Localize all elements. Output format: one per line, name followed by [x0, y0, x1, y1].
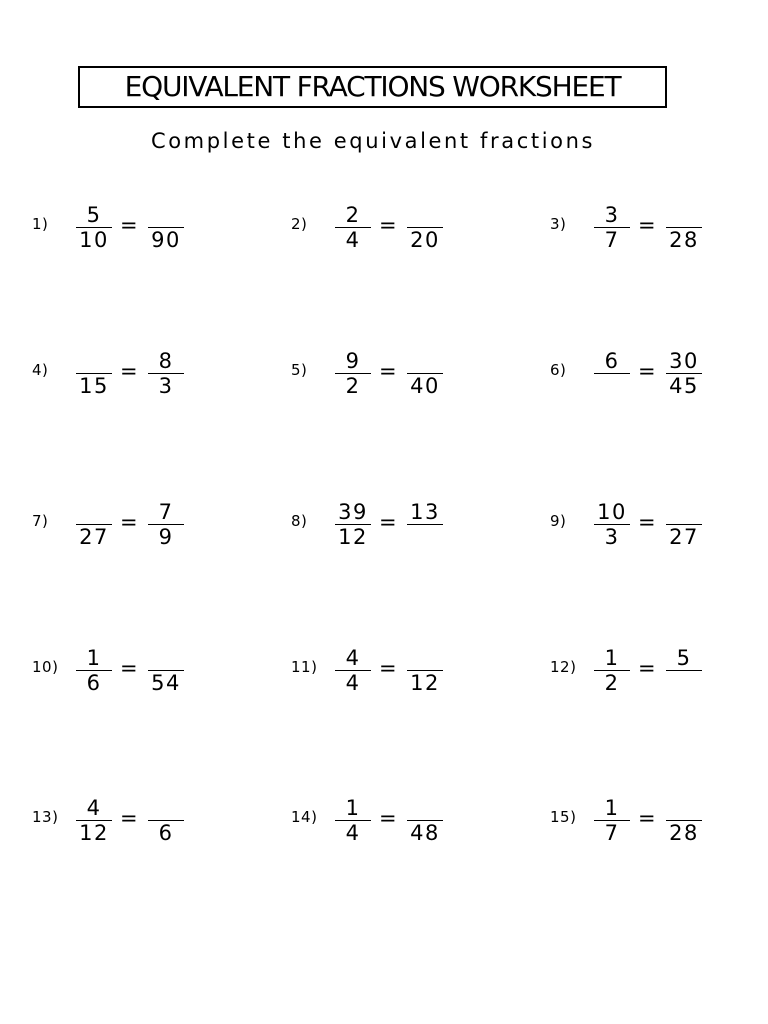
equals-sign: =	[120, 656, 138, 680]
left-fraction	[594, 793, 630, 853]
worksheet-instructions: Complete the equivalent fractions	[150, 129, 596, 153]
problem-number: 2)	[291, 215, 308, 233]
denominator: 4	[345, 821, 361, 845]
right-fraction	[666, 643, 702, 703]
left-fraction	[594, 497, 630, 557]
denominator: 90	[151, 228, 181, 252]
numerator: 1	[345, 796, 361, 820]
denominator: 48	[410, 821, 440, 845]
problem-number: 3)	[550, 215, 567, 233]
equals-sign: =	[638, 510, 656, 534]
denominator: 6	[158, 821, 174, 845]
denominator: 40	[410, 374, 440, 398]
worksheet-title-box	[78, 66, 667, 108]
equals-sign: =	[120, 359, 138, 383]
equals-sign: =	[120, 213, 138, 237]
left-fraction	[594, 346, 630, 406]
numerator: 39	[338, 500, 368, 524]
problem-12	[550, 643, 768, 703]
problem-number: 4)	[32, 361, 49, 379]
left-fraction	[335, 793, 371, 853]
denominator: 4	[345, 228, 361, 252]
equals-sign: =	[638, 656, 656, 680]
left-fraction	[594, 643, 630, 703]
problem-number: 13)	[32, 808, 59, 826]
left-fraction	[76, 200, 112, 260]
denominator: 2	[345, 374, 361, 398]
denominator: 20	[410, 228, 440, 252]
left-fraction	[76, 643, 112, 703]
denominator: 12	[410, 671, 440, 695]
numerator: 7	[158, 500, 174, 524]
denominator: 54	[151, 671, 181, 695]
left-fraction	[76, 793, 112, 853]
equals-sign: =	[379, 656, 397, 680]
denominator: 27	[79, 525, 109, 549]
denominator: 3	[158, 374, 174, 398]
problem-number: 10)	[32, 658, 59, 676]
problem-number: 12)	[550, 658, 577, 676]
denominator: 3	[604, 525, 620, 549]
right-fraction	[407, 346, 443, 406]
problem-number: 7)	[32, 512, 49, 530]
equals-sign: =	[638, 359, 656, 383]
numerator: 3	[604, 203, 620, 227]
right-fraction	[407, 497, 443, 557]
equals-sign: =	[638, 213, 656, 237]
equals-sign: =	[379, 806, 397, 830]
right-fraction	[407, 793, 443, 853]
right-fraction	[148, 497, 184, 557]
numerator: 30	[669, 349, 699, 373]
numerator-blank	[76, 349, 112, 373]
problem-number: 8)	[291, 512, 308, 530]
numerator: 9	[345, 349, 361, 373]
problem-13	[32, 793, 252, 853]
problem-2	[291, 200, 511, 260]
equals-sign: =	[379, 510, 397, 534]
numerator: 4	[86, 796, 102, 820]
equals-sign: =	[120, 510, 138, 534]
denominator-blank	[594, 374, 630, 398]
right-fraction	[666, 497, 702, 557]
right-fraction	[407, 200, 443, 260]
numerator-blank	[666, 203, 702, 227]
denominator-blank	[407, 525, 443, 549]
left-fraction	[335, 643, 371, 703]
problem-11	[291, 643, 511, 703]
denominator-blank	[666, 671, 702, 695]
problem-number: 5)	[291, 361, 308, 379]
right-fraction	[148, 643, 184, 703]
numerator: 2	[345, 203, 361, 227]
numerator: 5	[86, 203, 102, 227]
right-fraction	[148, 793, 184, 853]
numerator: 10	[597, 500, 627, 524]
right-fraction	[407, 643, 443, 703]
denominator: 2	[604, 671, 620, 695]
problem-14	[291, 793, 511, 853]
denominator: 12	[79, 821, 109, 845]
right-fraction	[148, 200, 184, 260]
problem-7	[32, 497, 252, 557]
denominator: 7	[604, 821, 620, 845]
numerator: 6	[604, 349, 620, 373]
left-fraction	[335, 497, 371, 557]
equals-sign: =	[120, 806, 138, 830]
denominator: 4	[345, 671, 361, 695]
denominator: 28	[669, 821, 699, 845]
worksheet-title: EQUIVALENT FRACTIONS WORKSHEET	[124, 70, 621, 103]
numerator-blank	[407, 646, 443, 670]
denominator: 15	[79, 374, 109, 398]
numerator-blank	[407, 349, 443, 373]
denominator: 7	[604, 228, 620, 252]
numerator-blank	[407, 796, 443, 820]
denominator: 27	[669, 525, 699, 549]
equals-sign: =	[638, 806, 656, 830]
problem-9	[550, 497, 768, 557]
numerator: 4	[345, 646, 361, 670]
left-fraction	[76, 497, 112, 557]
problem-4	[32, 346, 252, 406]
problem-number: 14)	[291, 808, 318, 826]
problem-15	[550, 793, 768, 853]
denominator: 10	[79, 228, 109, 252]
right-fraction	[148, 346, 184, 406]
problem-number: 15)	[550, 808, 577, 826]
left-fraction	[594, 200, 630, 260]
right-fraction	[666, 346, 702, 406]
numerator: 13	[410, 500, 440, 524]
problem-6	[550, 346, 768, 406]
problem-number: 11)	[291, 658, 318, 676]
problem-1	[32, 200, 252, 260]
numerator-blank	[148, 203, 184, 227]
problem-8	[291, 497, 511, 557]
left-fraction	[335, 200, 371, 260]
problem-5	[291, 346, 511, 406]
numerator-blank	[407, 203, 443, 227]
numerator-blank	[76, 500, 112, 524]
numerator: 8	[158, 349, 174, 373]
numerator-blank	[666, 500, 702, 524]
numerator-blank	[666, 796, 702, 820]
problem-number: 1)	[32, 215, 49, 233]
right-fraction	[666, 793, 702, 853]
left-fraction	[76, 346, 112, 406]
problem-10	[32, 643, 252, 703]
numerator: 1	[604, 796, 620, 820]
right-fraction	[666, 200, 702, 260]
problem-3	[550, 200, 768, 260]
equals-sign: =	[379, 359, 397, 383]
denominator: 28	[669, 228, 699, 252]
denominator: 45	[669, 374, 699, 398]
denominator: 6	[86, 671, 102, 695]
denominator: 9	[158, 525, 174, 549]
numerator: 5	[676, 646, 692, 670]
equals-sign: =	[379, 213, 397, 237]
denominator: 12	[338, 525, 368, 549]
numerator-blank	[148, 646, 184, 670]
problem-number: 6)	[550, 361, 567, 379]
numerator: 1	[604, 646, 620, 670]
numerator: 1	[86, 646, 102, 670]
problem-number: 9)	[550, 512, 567, 530]
numerator-blank	[148, 796, 184, 820]
left-fraction	[335, 346, 371, 406]
